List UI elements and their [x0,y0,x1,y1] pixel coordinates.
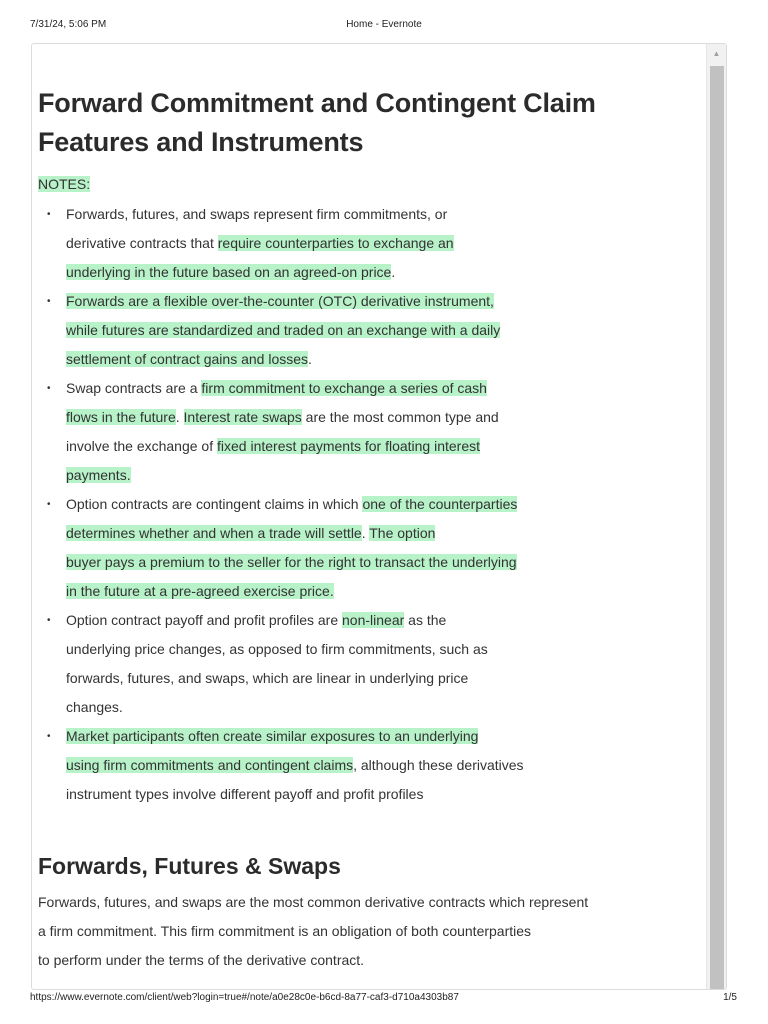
bullet-dot-icon: • [47,296,51,307]
highlighted-text: The option [369,525,436,541]
print-header [0,19,768,33]
highlighted-text: flows in the future [66,409,176,425]
highlighted-text: while futures are standardized and traded on an exchange with a daily [66,322,501,338]
print-page-title: Home - Evernote [346,19,422,30]
highlighted-text: underlying in the future based on an agreed-on price [66,264,392,280]
bullet-dot-icon: • [47,499,51,510]
highlighted-text: fixed interest payments for floating interest [217,438,481,454]
highlighted-text: Forwards are a flexible over-the-counter (OTC) derivative instrument, [66,293,494,309]
highlighted-text: non-linear [342,612,405,628]
section-paragraph [38,888,648,975]
vertical-scrollbar[interactable] [706,44,726,989]
highlighted-text: payments. [66,467,131,483]
highlighted-text: one of the counterparties [362,496,518,512]
list-item: • Option contracts are contingent claims in which one of the counterparties determines whether and when a trade will settle. The option buyer pays a premium to the seller for the right to transact the underlying in the future at a pre-agreed exercise price. [38,490,638,606]
highlighted-text: Market participants often create similar exposures to an underlying [66,728,479,744]
bullet-dot-icon: • [47,383,51,394]
scrollbar-thumb[interactable] [710,66,724,989]
highlighted-text: buyer pays a premium to the seller for the right to transact the underlying [66,554,517,570]
list-item: • Forwards are a flexible over-the-counter (OTC) derivative instrument, while futures are standardized and traded on an exchange with a daily settlement of contract gains and losses. [38,287,638,374]
print-datetime: 7/31/24, 5:06 PM [30,19,107,30]
paragraph-line: to perform under the terms of the derivative contract. [38,952,365,968]
print-url: https://www.evernote.com/client/web?login=true#/note/a0e28c0e-b6cd-8a77-caf3-d710a4303b87 [30,992,459,1003]
list-item: • Swap contracts are a firm commitment to exchange a series of cash flows in the future. Interest rate swaps are the most common type and involve the exchange of fixed interest payments for floating interest payments. [38,374,638,490]
note-viewport [31,43,727,990]
bullet-dot-icon: • [47,209,51,220]
list-item: • Market participants often create similar exposures to an underlying using firm commitments and contingent claims, although these derivatives instrument types involve different payoff and profit profiles [38,722,638,809]
notes-label: NOTES: [38,176,91,192]
highlighted-text: in the future at a pre-agreed exercise price. [66,583,334,599]
highlighted-text: using firm commitments and contingent claims [66,757,354,773]
note-title-line1: Forward Commitment and Contingent Claim [38,88,596,118]
list-item: • Option contract payoff and profit profiles are non-linear as the underlying price changes, as opposed to firm commitments, such as forwards, futures, and swaps, which are linear in underlying price changes. [38,606,638,722]
print-footer [0,992,768,1006]
list-item: • Forwards, futures, and swaps represent firm commitments, or derivative contracts that require counterparties to exchange an underlying in the future based on an agreed-on price. [38,200,638,287]
highlighted-text: settlement of contract gains and losses [66,351,309,367]
note-title-line2: Features and Instruments [38,127,364,157]
highlighted-text: require counterparties to exchange an [217,235,454,251]
highlighted-text: Interest rate swaps [183,409,302,425]
print-page-count: 1/5 [723,992,737,1003]
notes-bullet-list [38,200,638,809]
highlighted-text: determines whether and when a trade will settle [66,525,362,541]
bullet-dot-icon: • [47,615,51,626]
note-title [38,84,678,162]
highlighted-text: firm commitment to exchange a series of cash [201,380,487,396]
section-heading: Forwards, Futures & Swaps [38,853,341,879]
scroll-up-arrow-icon[interactable]: ▲ [712,49,721,58]
paragraph-line: a firm commitment. This firm commitment is an obligation of both counterparties [38,923,532,939]
paragraph-line: Forwards, futures, and swaps are the most common derivative contracts which represent [38,894,589,910]
bullet-dot-icon: • [47,731,51,742]
